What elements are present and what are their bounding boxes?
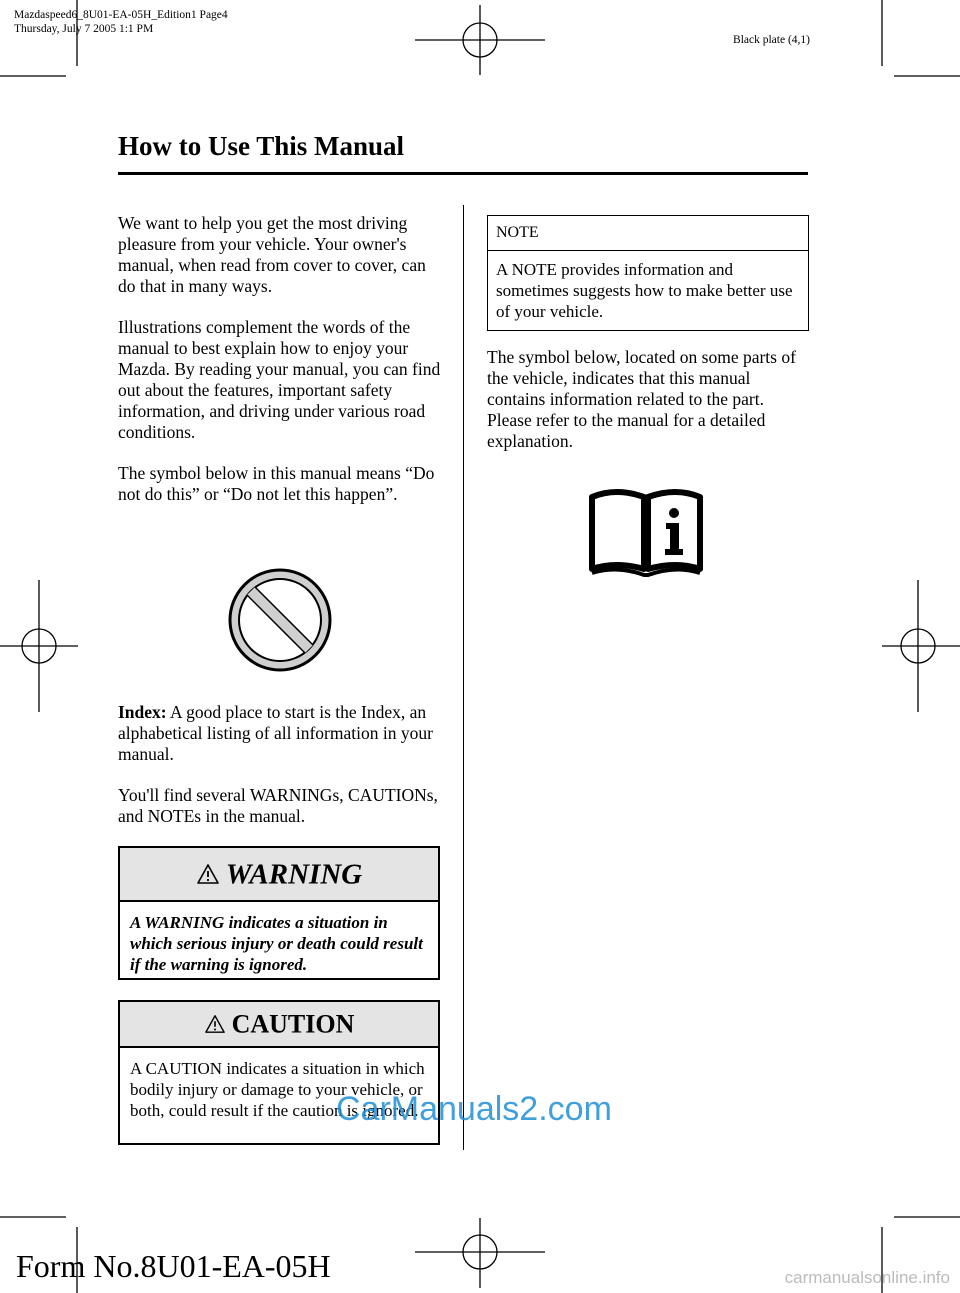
intro-paragraph — [118, 213, 443, 297]
warning-text: A WARNING indicates a situation in which serious injury or death could result if the warning is ignored. — [130, 913, 423, 974]
print-info-file: Mazdaspeed6_8U01-EA-05H_Edition1 Page4 — [14, 9, 228, 21]
index-paragraph — [118, 702, 443, 765]
warning-header — [120, 848, 438, 902]
notices-paragraph — [118, 785, 443, 827]
registration-mark-right — [882, 580, 960, 712]
column-divider — [463, 205, 464, 1150]
print-info — [14, 8, 228, 36]
warning-box — [118, 846, 440, 980]
watermark-center: CarManuals2.com — [336, 1090, 612, 1128]
plate-label: Black plate (4,1) — [733, 34, 810, 46]
form-number: Form No.8U01-EA-05H — [16, 1248, 331, 1284]
notices-text: You'll find several WARNINGs, CAUTIONs, and NOTEs in the manual. — [118, 785, 438, 826]
caution-header — [120, 1002, 438, 1048]
watermark-corner: carmanualsonline.info — [784, 1268, 950, 1287]
warning-triangle-icon — [204, 1014, 226, 1034]
prohibition-icon — [220, 560, 340, 680]
note-text: A NOTE provides information and sometimes suggests how to make better use of your vehicle. — [496, 260, 793, 321]
illustrations-text: Illustrations complement the words of the manual to best explain how to enjoy your Mazda. By reading your manual, you can find out about the features, important safety information, and driving under various road conditions. — [118, 317, 441, 442]
note-box — [487, 215, 809, 331]
symbol-text: The symbol below in this manual means “Do not do this” or “Do not let this happen”. — [118, 463, 435, 504]
registration-mark-top — [415, 5, 545, 75]
right-symbol-text: The symbol below, located on some parts of the vehicle, indicates that this manual contains information related to the part. Please refer to the manual for a detailed explanation. — [487, 347, 796, 451]
index-text: A good place to start is the Index, an alphabetical listing of all information in your manual. — [118, 702, 433, 764]
index-label: Index: — [118, 702, 167, 722]
symbol-paragraph — [118, 463, 443, 505]
title-rule — [118, 172, 808, 175]
right-symbol-paragraph — [487, 347, 809, 452]
print-info-date: Thursday, July 7 2005 1:1 PM — [14, 23, 154, 35]
intro-text: We want to help you get the most driving pleasure from your vehicle. Your owner's manual, when read from cover to cover, can do that in many ways. — [118, 213, 426, 296]
warning-triangle-icon — [196, 863, 220, 885]
section-title: How to Use This Manual — [118, 131, 405, 161]
manual-book-icon — [586, 485, 706, 580]
registration-mark-left — [0, 580, 78, 712]
note-title: NOTE — [488, 216, 808, 251]
caution-title: CAUTION — [231, 1009, 355, 1039]
warning-title: WARNING — [225, 858, 363, 891]
illustrations-paragraph — [118, 317, 443, 443]
registration-mark-bottom — [415, 1218, 545, 1288]
caution-text: A CAUTION indicates a situation in which bodily injury or damage to your vehicle, or both, could result if the caution is ignored. — [130, 1059, 425, 1120]
